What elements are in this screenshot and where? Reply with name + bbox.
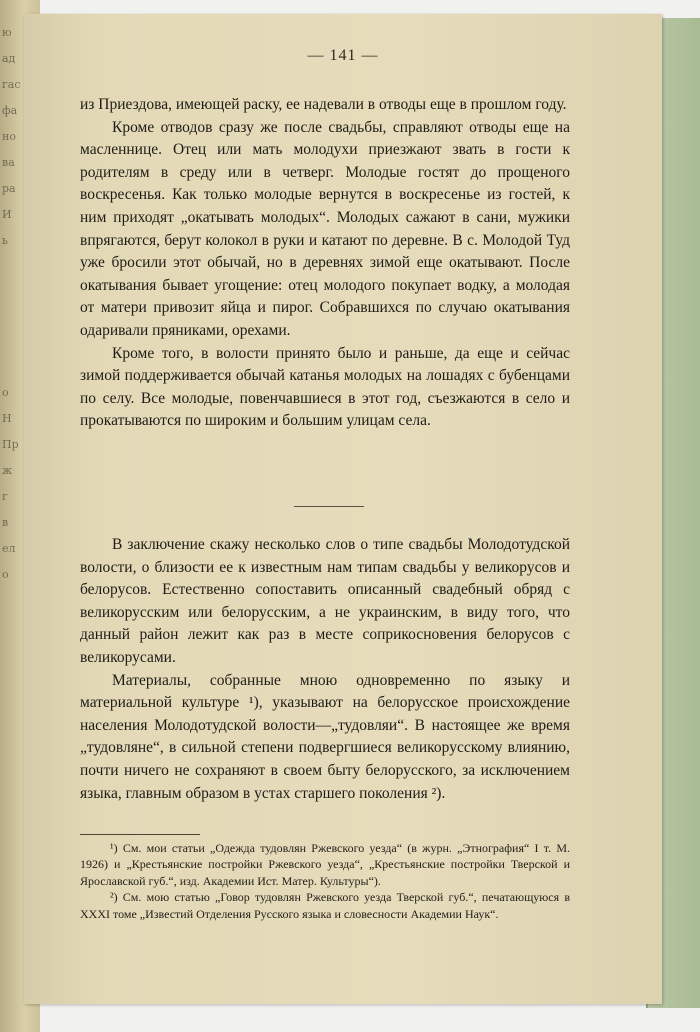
paragraph: Кроме отводов сразу же после свадьбы, справляют отводы еще на масленнице. Отец или мать молодухи приезжают звать в гости к родителям в среду или в четверг. Молодые гостят до прощеного воскресенья. Как только молодые вернутся в воскресенье из гостей, к ним приходят „окатывать молодых“. Молодых сажают в сани, мужики впрягаются, берут колокол в руки и катают по деревне. В с. Молодой Туд уже бросили этот обычай, но в деревнях зимой еще окатывают. После окатывания бывает угощение: отец молодого покупает водку, а молодая от матери привозит яйца и пирог. Собравшихся по случаю окатывания одаривали пряниками, орехами. — [80, 118, 570, 339]
page-number: — 141 — — [307, 47, 379, 64]
paragraph: из Приездова, имеющей раску, ее надевали в отводы еще в прошлом году. — [80, 96, 567, 113]
footnotes — [80, 840, 570, 922]
footnote: ²) См. мою статью „Говор тудовлян Ржевского уезда Тверской губ.“, печатающуюся в XXXI томе „Известий Отделения Русского языка и словесности Академии Наук“. — [80, 890, 570, 921]
paragraph: Кроме того, в волости принято было и раньше, да еще и сейчас зимой поддерживается обычай катанья молодых на лошадях с бубенцами по селу. Все молодые, повенчавшиеся в этот год, съезжаются в село и прокатываются по широким и большим улицам села. — [80, 344, 570, 430]
paragraph: Материалы, собранные мною одновременно по языку и материальной культуре ¹), указывают на белорусское происхождение населения Молодотудской волости—„тудовляи“. В настоящее же время „тудовляне“, в сильной степени подвергшиеся великорусскому влиянию, почти ничего не сохраняют в своем быту белорусского, за исключением языка, главным образом в устах старшего поколения ²). — [80, 671, 570, 802]
section-divider — [294, 506, 364, 507]
main-text-block-1 — [80, 94, 570, 433]
facing-page-edge: ю ад гас фа но ва ра И ь о Н Пр ж г в ел о — [0, 0, 40, 1032]
footnote-rule — [80, 834, 200, 835]
main-text-block-2 — [80, 534, 570, 805]
book-page — [24, 14, 662, 1004]
paragraph: В заключение скажу несколько слов о типе свадьбы Молодотудской волости, о близости ее к известным нам типам свадьбы у великорусов и белорусов. Естественно сопоставить описанный свадебный обряд с великорусским или белорусским, а не украинским, в виду того, что данный район лежит как раз в месте соприкосновения белорусов с великорусами. — [80, 536, 570, 666]
footnote: ¹) См. мои статьи „Одежда тудовлян Ржевского уезда“ (в журн. „Этнография“ I т. М. 1926) и „Крестьянские постройки Ржевского уезда“, „Крестьянские постройки Тверской и Ярославской губ.“, изд. Академии Ист. Матер. Культуры“). — [80, 841, 570, 888]
